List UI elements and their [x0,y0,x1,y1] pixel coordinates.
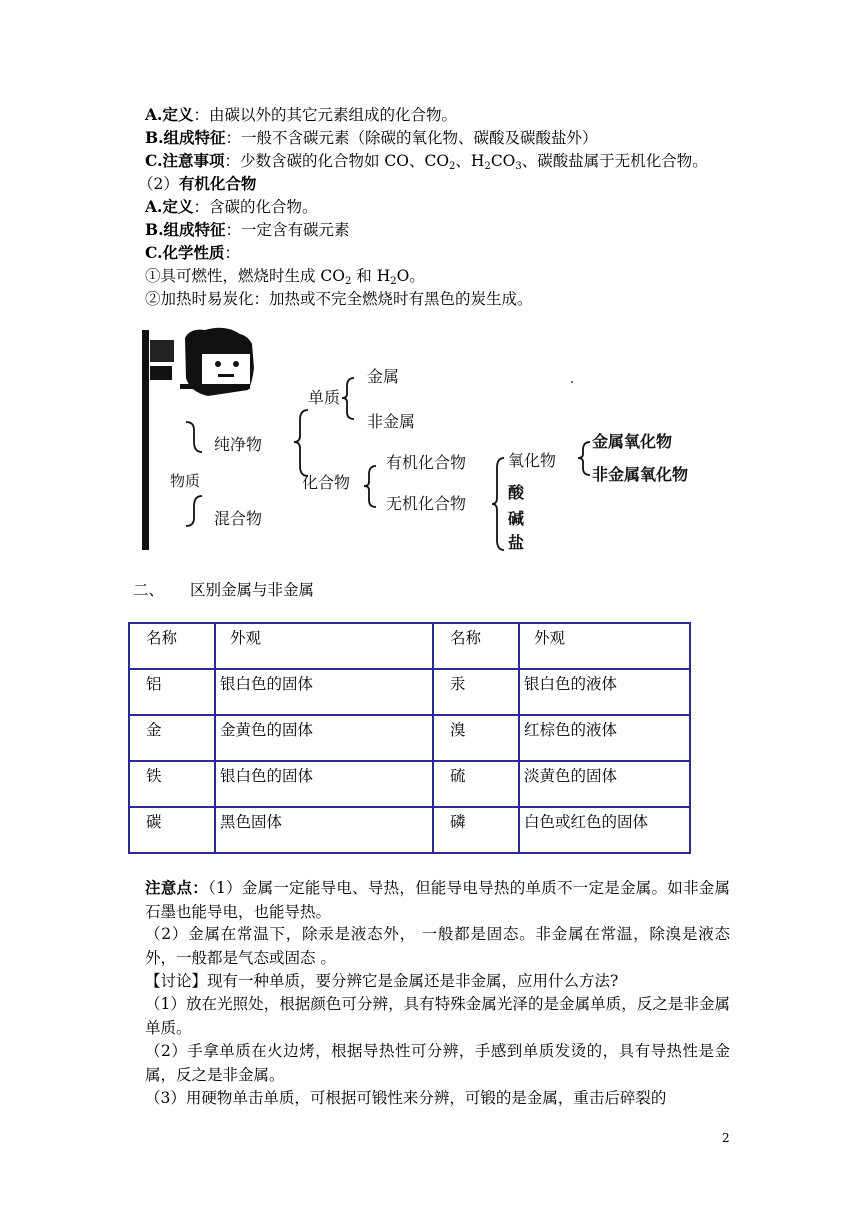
organic-num: （2） [138,175,179,193]
cell-appearance: 黑色固体 [215,807,433,853]
prop-carbonize [145,288,533,310]
cell-name: 铁 [129,761,215,807]
prop2-text: ②加热时易炭化：加热或不完全燃烧时有黑色的炭生成。 [145,290,533,308]
discussion-answer-1 [145,993,730,1040]
organic-chem-props [145,242,240,264]
cell-appearance: 银白色的固体 [215,761,433,807]
notes-p1: （1）金属一定能导电、导热，但能导电导热的单质不一定是金属。如非金属石墨也能导电，也能导热。 [145,879,730,921]
c-note-label: C.注意事项 [145,151,225,170]
cell-appearance: 银白色的固体 [215,669,433,715]
b2-label: B.组成特征 [145,220,226,239]
section-title: 区别金属与非金属 [190,581,315,599]
cell-name: 金 [129,715,215,761]
stray-dot [571,381,573,383]
node-organic: 有机化合物 [386,453,467,472]
prop1-sub-1: 2 [345,276,352,287]
a2-text: ：含碳的化合物。 [193,198,318,216]
note-paragraph-2 [145,923,730,970]
c-note-text-1: ：少数含碳的化合物如 CO、CO [224,152,450,170]
cell-appearance: 银白色的液体 [519,669,690,715]
node-nonmetal: 非金属 [367,412,416,431]
c2-label: C.化学性质 [145,243,225,262]
node-compound: 化合物 [302,473,351,492]
table-row [129,669,690,715]
c-note-text-4: 、碳酸盐属于无机化合物。 [521,152,708,170]
node-mixture: 混合物 [214,509,263,528]
a2-label: A.定义 [145,197,194,216]
node-salt: 盐 [508,533,525,552]
notes-discuss: 【讨论】现有一种单质，要分辨它是金属还是非金属，应用什么方法? [145,972,619,990]
notes-label: 注意点： [145,878,209,897]
prop1-sub-2: 2 [390,276,397,287]
b-comp-label: B.组成特征 [145,128,226,147]
node-element: 单质 [308,388,341,407]
page-number: 2 [722,1131,730,1145]
cell-name: 铝 [129,669,215,715]
header-name-1: 名称 [129,623,215,669]
table-row [129,715,690,761]
node-nonmetal-oxide: 非金属氧化物 [592,465,689,484]
b2-text: ：一定含有碳元素 [225,221,350,239]
node-root: 物质 [170,472,201,490]
cell-name: 碳 [129,807,215,853]
note-paragraph-1 [145,876,730,924]
node-pure: 纯净物 [214,435,263,454]
notes-d3: （3）用硬物单击单质，可根据可锻性来分辨，可锻的是金属，重击后碎裂的 [145,1089,667,1107]
c2-text: ： [224,244,240,262]
node-base: 碱 [508,509,525,528]
c-note-sub-2: 2 [484,161,491,172]
node-metal: 金属 [367,367,400,386]
node-metal-oxide: 金属氧化物 [592,432,673,451]
notes-d2: （2）手拿单质在火边烤，根据导热性可分辨，手感到单质发烫的，具有导热性是金属，反之是非金属。 [145,1042,730,1084]
section-number: 二、 [133,581,165,599]
inorganic-composition [145,127,598,149]
table-row [129,761,690,807]
prop-combustible [145,265,425,287]
discussion-question [145,970,730,994]
cell-name: 硫 [433,761,519,807]
cell-name: 溴 [433,715,519,761]
inorganic-note [145,150,708,172]
discussion-answer-2 [145,1040,730,1087]
a-def-text: ：由碳以外的其它元素组成的化合物。 [193,106,457,124]
node-oxide: 氧化物 [508,451,557,470]
organic-heading [138,173,256,195]
section-heading [133,578,314,600]
notes-p2: （2）金属在常温下，除汞是液态外， 一般都是固态。非金属在常温，除溴是液态外，一般都是气态或固态 。 [145,925,730,967]
b-comp-text: ：一般不含碳元素（除碳的氧化物、碳酸及碳酸盐外） [225,129,598,147]
prop1-text-2: 和 H [351,267,391,285]
table-header-row [129,623,690,669]
a-def-label: A.定义 [145,105,194,124]
node-acid: 酸 [508,483,525,502]
header-appearance-2: 外观 [519,623,690,669]
matter-classification-diagram [140,326,710,554]
cell-appearance: 金黄色的固体 [215,715,433,761]
cell-appearance: 白色或红色的固体 [519,807,690,853]
prop1-text-3: O。 [396,267,425,285]
metal-nonmetal-table [128,622,691,854]
header-name-2: 名称 [433,623,519,669]
cell-appearance: 淡黄色的固体 [519,761,690,807]
inorganic-definition [145,104,457,126]
c-note-text-3: CO [490,152,516,170]
organic-definition [145,196,317,218]
c-note-text-2: 、H [455,152,485,170]
discussion-answer-3 [145,1087,730,1111]
c-note-sub-1: 2 [449,161,456,172]
organic-composition [145,219,350,241]
cell-name: 磷 [433,807,519,853]
node-inorganic: 无机化合物 [386,494,467,513]
c-note-sub-3: 3 [515,161,522,172]
cell-name: 汞 [433,669,519,715]
prop1-text-1: ①具可燃性，燃烧时生成 CO [145,267,345,285]
table-row [129,807,690,853]
notes-d1: （1）放在光照处，根据颜色可分辨，具有特殊金属光泽的是金属单质，反之是非金属单质。 [145,995,730,1037]
header-appearance-1: 外观 [215,623,433,669]
cell-appearance: 红棕色的液体 [519,715,690,761]
organic-heading-text: 有机化合物 [178,174,257,193]
